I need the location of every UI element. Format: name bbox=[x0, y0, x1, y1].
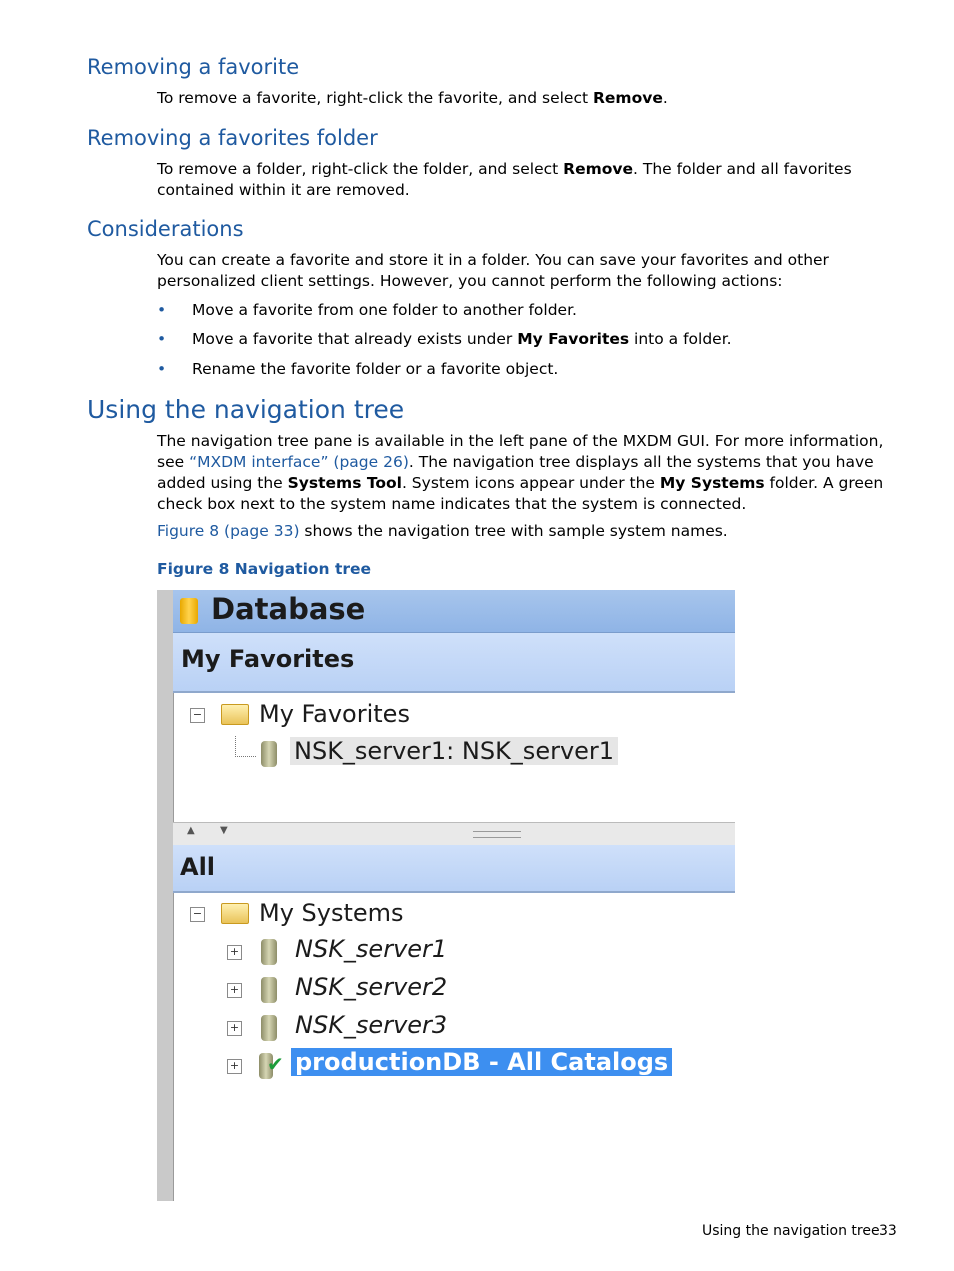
bullet-icon: • bbox=[157, 360, 167, 378]
tree-item-system[interactable]: NSK_server2 bbox=[295, 973, 448, 1001]
database-icon bbox=[180, 598, 198, 624]
expand-icon[interactable]: + bbox=[227, 983, 242, 998]
server-icon bbox=[261, 1015, 277, 1041]
database-header bbox=[173, 590, 735, 633]
connected-check-icon: ✔ bbox=[267, 1052, 284, 1076]
collapse-icon[interactable]: − bbox=[190, 708, 205, 723]
bullet-icon: • bbox=[157, 301, 167, 319]
favorites-header bbox=[173, 633, 735, 693]
paragraph-removing-folder: To remove a folder, right-click the folder, and select Remove. The folder and all favorites contained within it are removed. bbox=[157, 160, 852, 199]
link-figure-8[interactable]: Figure 8 (page 33) bbox=[157, 522, 300, 540]
bullet-text: Rename the favorite folder or a favorite object. bbox=[192, 360, 559, 378]
tree-item-connected-system[interactable]: productionDB - All Catalogs bbox=[291, 1048, 672, 1076]
bullet-text: Move a favorite from one folder to another folder. bbox=[192, 301, 577, 319]
paragraph-figure-reference: Figure 8 (page 33) shows the navigation tree with sample system names. bbox=[157, 522, 728, 540]
collapse-icon[interactable]: − bbox=[190, 907, 205, 922]
expand-icon[interactable]: + bbox=[227, 945, 242, 960]
all-header bbox=[173, 845, 735, 893]
expand-icon[interactable]: + bbox=[227, 1021, 242, 1036]
tree-item-my-favorites[interactable]: My Favorites bbox=[259, 700, 410, 728]
link-mxdm-interface[interactable]: “MXDM interface” (page 26) bbox=[189, 453, 409, 471]
tree-item-my-systems[interactable]: My Systems bbox=[259, 899, 404, 927]
expand-icon[interactable]: + bbox=[227, 1059, 242, 1074]
paragraph-removing-favorite: To remove a favorite, right-click the favorite, and select Remove. bbox=[157, 89, 668, 107]
all-header-title: All bbox=[180, 853, 216, 881]
folder-icon bbox=[221, 903, 249, 924]
navigation-tree-figure bbox=[157, 590, 735, 1201]
down-arrow-icon[interactable]: ▼ bbox=[220, 825, 228, 836]
favorites-header-title: My Favorites bbox=[181, 645, 355, 673]
pane-border bbox=[157, 590, 174, 1201]
pane-splitter[interactable] bbox=[173, 822, 735, 846]
server-icon bbox=[261, 977, 277, 1003]
database-title: Database bbox=[211, 592, 366, 626]
heading-removing-favorite: Removing a favorite bbox=[87, 55, 300, 79]
footer-section-name: Using the navigation tree bbox=[702, 1223, 880, 1239]
tree-item-system[interactable]: NSK_server3 bbox=[295, 1011, 448, 1039]
figure-caption: Figure 8 Navigation tree bbox=[157, 560, 372, 578]
bullet-icon: • bbox=[157, 330, 167, 348]
heading-considerations: Considerations bbox=[87, 217, 244, 241]
server-icon bbox=[261, 741, 277, 767]
paragraph-navigation-tree: The navigation tree pane is available in the left pane of the MXDM GUI. For more information, see “MXDM interface” (page 26). The navigation tree displays all the systems that you have added using the Systems Tool. System icons appear under the My Systems folder. A green check box next to the system name indicates that the system is connected. bbox=[157, 432, 884, 513]
heading-navigation-tree: Using the navigation tree bbox=[87, 395, 405, 424]
paragraph-considerations: You can create a favorite and store it in a folder. You can save your favorites and other personalized client settings. However, you cannot perform the following actions: bbox=[157, 251, 829, 290]
bullet-text: Move a favorite that already exists under My Favorites into a folder. bbox=[192, 330, 732, 348]
page-number: 33 bbox=[879, 1223, 897, 1239]
tree-item-favorite-server[interactable]: NSK_server1: NSK_server1 bbox=[290, 737, 618, 765]
tree-item-system[interactable]: NSK_server1 bbox=[295, 935, 448, 963]
splitter-grip[interactable] bbox=[473, 831, 521, 838]
folder-icon bbox=[221, 704, 249, 725]
up-arrow-icon[interactable]: ▲ bbox=[187, 825, 195, 836]
server-icon bbox=[261, 939, 277, 965]
heading-removing-folder: Removing a favorites folder bbox=[87, 126, 378, 150]
tree-connector bbox=[235, 736, 256, 757]
